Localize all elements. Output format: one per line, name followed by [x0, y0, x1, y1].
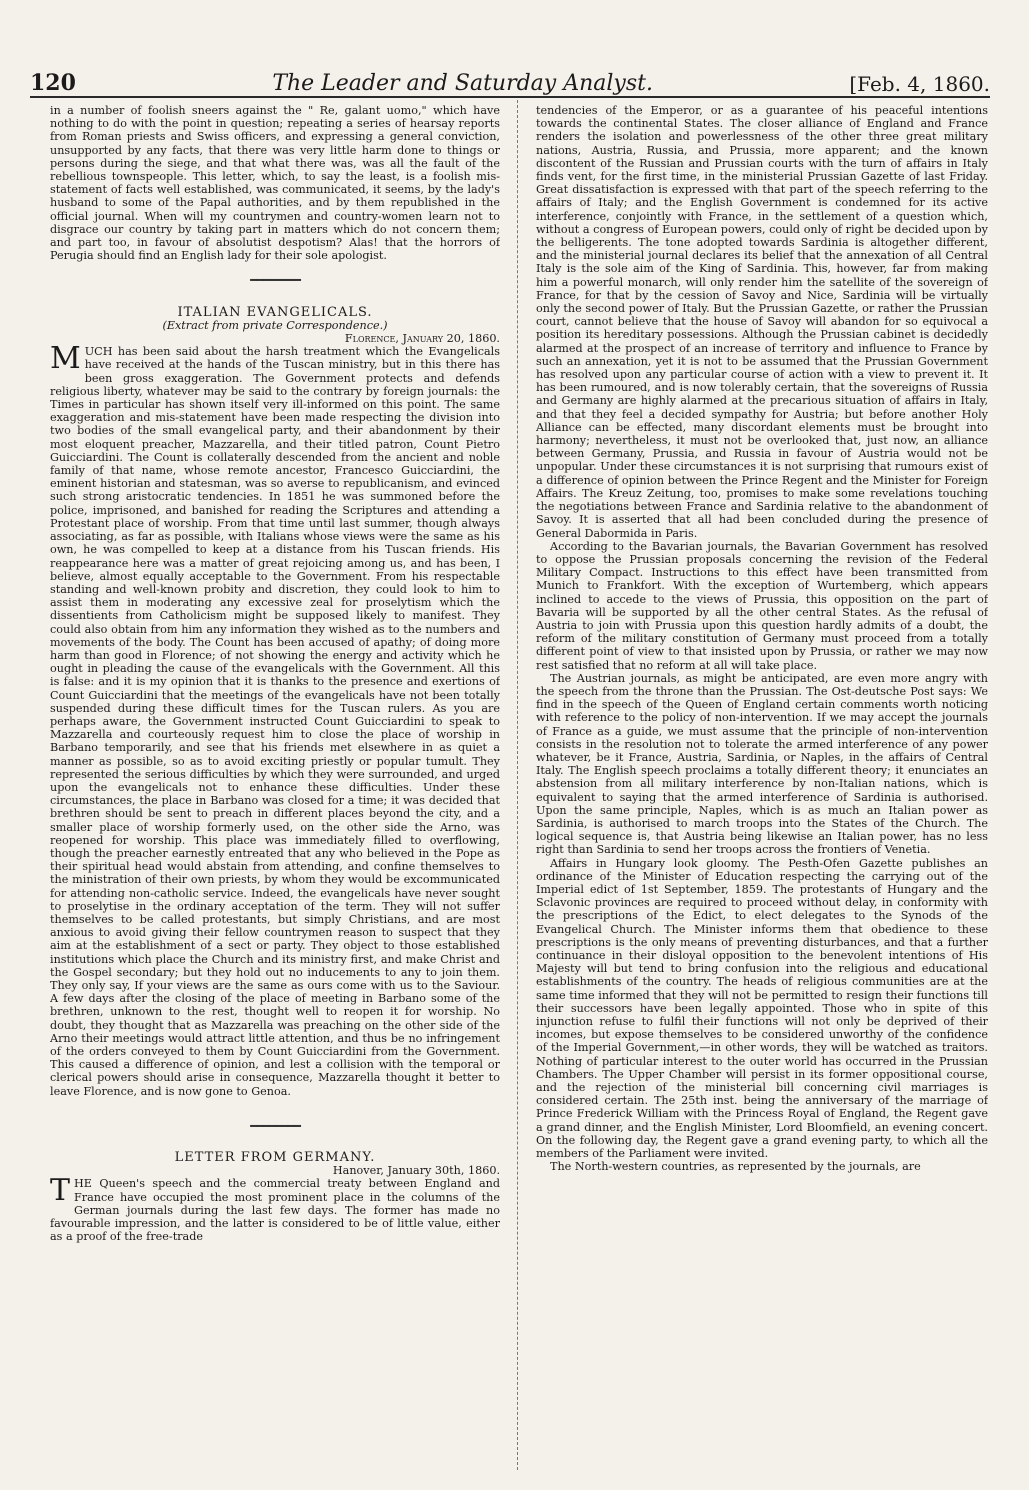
article-paragraph: The Austrian journals, as might be anticipated, are even more angry with the speech from the throne than the Prussian. The Ost-deutsche Post says: We find in the speech of the Queen of England certain comments worth noticing with reference to the policy of non-intervention. If we may accept the journals of France as a guide, we must assume that the principle of non-intervention consists in the resolution not to tolerate the armed interference of any power whatever, be it France, Austria, Sardinia, or Naples, in the affairs of Central Italy. The English speech proclaims a totally different theory; it enunciates an abstension from all military interference by non-Italian nations, which is equivalent to saying that the armed interference of Sardinia is authorised. Upon the same principle, Naples, which is as much an Italian power as Sardinia, is authorised to march troops into the States of the Church. The logical sequence is, that Austria being likewise an Italian power, has no less right than Sardinia to send her troops across the frontiers of Venetia.: [536, 671, 988, 857]
article-paragraph: [50, 341, 500, 1098]
right-column: [536, 104, 988, 1464]
article-paragraph: Affairs in Hungary look gloomy. The Pesth-Ofen Gazette publishes an ordinance of the Minister of Education respecting the carrying out of the Imperial edict of 1st September, 1859. The protestants of Hungary and the Sclavonic provinces are required to proceed without delay, in conformity with the prescriptions of the Edict, to elect delegates to the Synods of the Evangelical Church. The Minister informs them that obedience to these prescriptions is the only means of preventing disturbances, and that a further continuance in their disloyal opposition to the benevolent intentions of His Majesty will but tend to bring confusion into the religious and educational establishments of the country. The heads of religious communities are at the same time informed that they will not be permitted to resign their functions till their successors have been legally appointed. Those who in spite of this injunction refuse to fulfil their functions will not only be deprived of their incomes, but expose themselves to be considered unworthy of the confidence of the Imperial Government,—in other words, they will be watched as traitors. Nothing of particular interest to the outer world has occurred in the Prussian Chambers. The Upper Chamber will persist in its former oppositional course, and the rejection of the ministerial bill concerning civil marriages is considered certain. The 25th inst. being the anniversary of the marriage of Prince Frederick William with the Princess Royal of England, the Regent gave a grand dinner, and the English Minister, Lord Bloomfield, an evening concert. On the following day, the Regent gave a grand evening party, to which all the members of the Parliament were invited.: [536, 856, 988, 1161]
section-title: LETTER FROM GERMANY.: [174, 1150, 376, 1166]
column-rule: [517, 100, 519, 1470]
dateline: Hanover, January 30th, 1860.: [332, 1164, 500, 1178]
article-body: UCH has been said about the harsh treatment which the Evangelicals have received at the hands of the Tuscan ministry, but in this there has been gross exaggeration. The Government protects and defends religious liberty, whatever may be said to the contrary by foreign journals: the Times in particular has shown itself very ill-informed on this point. The same exaggeration and mis-statement have been made respecting the division into two bodies of the small evangelical party, and their abandonment by their most eloquent preacher, Mazzarella, and their titled patron, Count Pietro Guicciardini. The Count is collaterally descended from the ancient and noble family of that name, whose remote ancestor, Francesco Guicciardini, the eminent historian and statesman, was so averse to republicanism, and evinced such strong aristocratic tendencies. In 1851 he was summoned before the police, imprisoned, and banished for reading the Scriptures and attending a Protestant place of worship. From that time until last summer, though always associating, as far as possible, with Italians whose views were the same as his own, he was compelled to keep at a distance from his Tuscan friends. His reappearance here was a matter of great rejoicing among us, and has been, I believe, almost equally acceptable to the Government. From his respectable standing and well-known probity and discretion, they could look to him to assist them in moderating any excessive zeal for proselytism which the dissentients from Catholicism might be supposed likely to manifest. They could also obtain from him any information they wished as to the numbers and movements of the body. The Count has been accused of apathy; of doing more harm than good in Florence; of not showing the energy and activity which he ought in pleading the cause of the evangelicals with the Government. All this is false: and it is my opinion that it is thanks to the presence and exertions of Count Guicciardini that the meetings of the evangelicals have not been totally suspended during these difficult times for the Tuscan rulers. As you are perhaps aware, the Government instructed Count Guicciardini to speak to Mazzarella and courteously request him to close the place of worship in Barbano temporarily, and see that his friends met elsewhere in as quiet a manner as possible, so as to avoid exciting priestly or popular tumult. They represented the serious difficulties by which they were surrounded, and urged upon the evangelicals not to enhance these difficulties. Under these circumstances, the place in Barbano was closed for a time; it was decided that brethren should be sent to preach in different places beyond the city, and a smaller place of worship formerly used, on the other side the Arno, was reopened for worship. This place was immediately filled to overflowing, though the preacher earnestly entreated that any who believed in the Pope as their spiritual head would abstain from attending, and confine themselves to the ministration of their own priests, by whom they would be excommunicated for attending non-catholic service. Indeed, the evangelicals have never sought to proselytise in the ordinary acceptation of the term. They will not suffer themselves to be called protestants, but simply Christians, and are most anxious to avoid giving their fellow countrymen reason to suspect that they aim at the establishment of a sect or party. They object to those established institutions which place the Church and its ministry first, and make Christ and the Gospel secondary; but they hold out no inducements to any to join them. They only say, If your views are the same as ours come with us to the Saviour. A few days after the closing of the place of meeting in Barbano some of the brethren, unknown to the rest, thought well to reopen it for worship. No doubt, they thought that as Mazzarella was preaching on the other side of the Arno their meetings would attract little attention, and thus be no infringement of the orders conveyed to them by Count Guicciardini from the Government. This caused a difference of opinion, and lest a collision with the temporal or clerical powers should arise in consequence, Mazzarella thought it better to leave Florence, and is now gone to Genoa.: [50, 345, 500, 1098]
masthead: [30, 60, 990, 98]
issue-date: [Feb. 4, 1860.: [849, 72, 990, 96]
page-number: 120: [30, 70, 76, 96]
section-subtitle: (Extract from private Correspondence.): [162, 318, 388, 332]
drop-cap: T: [50, 1173, 71, 1209]
dateline: Florence, January 20, 1860.: [344, 332, 500, 346]
section-ornament: ━━━━━━━━: [250, 1118, 300, 1133]
drop-cap: M: [50, 341, 81, 377]
left-column: [50, 104, 500, 1464]
article-paragraph: According to the Bavarian journals, the Bavarian Government has resolved to oppose the Prussian proposals concerning the revision of the Federal Military Compact. Instructions to this effect have been transmitted from Munich to Frankfort. With the exception of Wurtemberg, which appears inclined to accede to the views of Prussia, this opposition on the part of Bavaria will be supported by all the other central States. As the refusal of Austria to join with Prussia upon this question hardly admits of a doubt, the reform of the military constitution of Germany must proceed from a totally different point of view to that insisted upon by Prussia, or rather we may now rest satisfied that no reform at all will take place.: [536, 539, 988, 672]
article-body: HE Queen's speech and the commercial treaty between England and France have occupied the most prominent place in the columns of the German journals during the last few days. The former has made no favourable impression, and the latter is considered to be of little value, either as a proof of the free-trade: [50, 1177, 500, 1244]
article-paragraph: [50, 1173, 500, 1244]
article-paragraph: tendencies of the Emperor, or as a guarantee of his peaceful intentions towards the continental States. The closer alliance of England and France renders the isolation and powerlessness of the other three great military nations, Austria, Russia, and Prussia, more apparent; and the known discontent of the Russian and Prussian courts with the turn of affairs in Italy finds vent, for the first time, in the ministerial Prussian Gazette of last Friday. Great dissatisfaction is expressed with that part of the speech referring to the affairs of Italy; and the English Government is condemned for its active interference, conjointly with France, in the settlement of a question which, without a congress of European powers, could only of right be decided upon by the belligerents. The tone adopted towards Sardinia is altogether different, and the ministerial journal declares its belief that the annexation of all Central Italy is the sole aim of the King of Sardinia. This, however, far from making him a powerful monarch, will only render him the satellite of the sovereign of France, for that by the cession of Savoy and Nice, Sardinia will be virtually only the second power of Italy. But the Prussian Gazette, or rather the Prussian court, cannot believe that the house of Savoy will abandon for so equivocal a position its hereditary possessions. Although the Prussian cabinet is decidedly alarmed at the prospect of an increase of territory and influence to France by such an annexation, yet it is not to be assumed that the Prussian Government has resolved upon any particular course of action with a view to prevent it. It has been rumoured, and is now tolerably certain, that the sovereigns of Russia and Germany are highly alarmed at the precarious situation of affairs in Italy, and that they feel a decided sympathy for Austria; but before another Holy Alliance can be effected, many discordant elements must be brought into harmony; nevertheless, it must not be overlooked that, just now, an alliance between Germany, Prussia, and Russia in favour of Austria would not be unpopular. Under these circumstances it is not surprising that rumours exist of a difference of opinion between the Prince Regent and the Minister for Foreign Affairs. The Kreuz Zeitung, too, promises to make some revelations touching the negotiations between France and Sardinia relative to the abandonment of Savoy. It is asserted that all had been concluded during the presence of General Dabormida in Paris.: [536, 104, 988, 540]
intro-paragraph: in a number of foolish sneers against the " Re, galant uomo," which have nothing to do with the point in question; repeating a series of hearsay reports from Roman priests and Swiss officers, and expressing a general conviction, unsupported by any facts, that there was very little harm done to things or persons during the siege, and that what there was, was all the fault of the rebellious townspeople. This letter, which, to say the least, is a foolish mis-statement of facts well established, was communicated, it seems, by the lady's husband to some of the Papal authorities, and by them republished in the official journal. When will my countrymen and country-women learn not to disgrace our country by taking part in matters which do not concern them; and part too, in favour of absolutist despotism? Alas! that the horrors of Perugia should find an English lady for their sole apologist.: [50, 104, 500, 263]
section-ornament: ━━━━━━━━: [250, 273, 300, 288]
section-title: ITALIAN EVANGELICALS.: [177, 304, 373, 320]
publication-title: The Leader and Saturday Analyst.: [272, 71, 653, 96]
article-paragraph: The North-western countries, as represented by the journals, are: [550, 1160, 921, 1174]
